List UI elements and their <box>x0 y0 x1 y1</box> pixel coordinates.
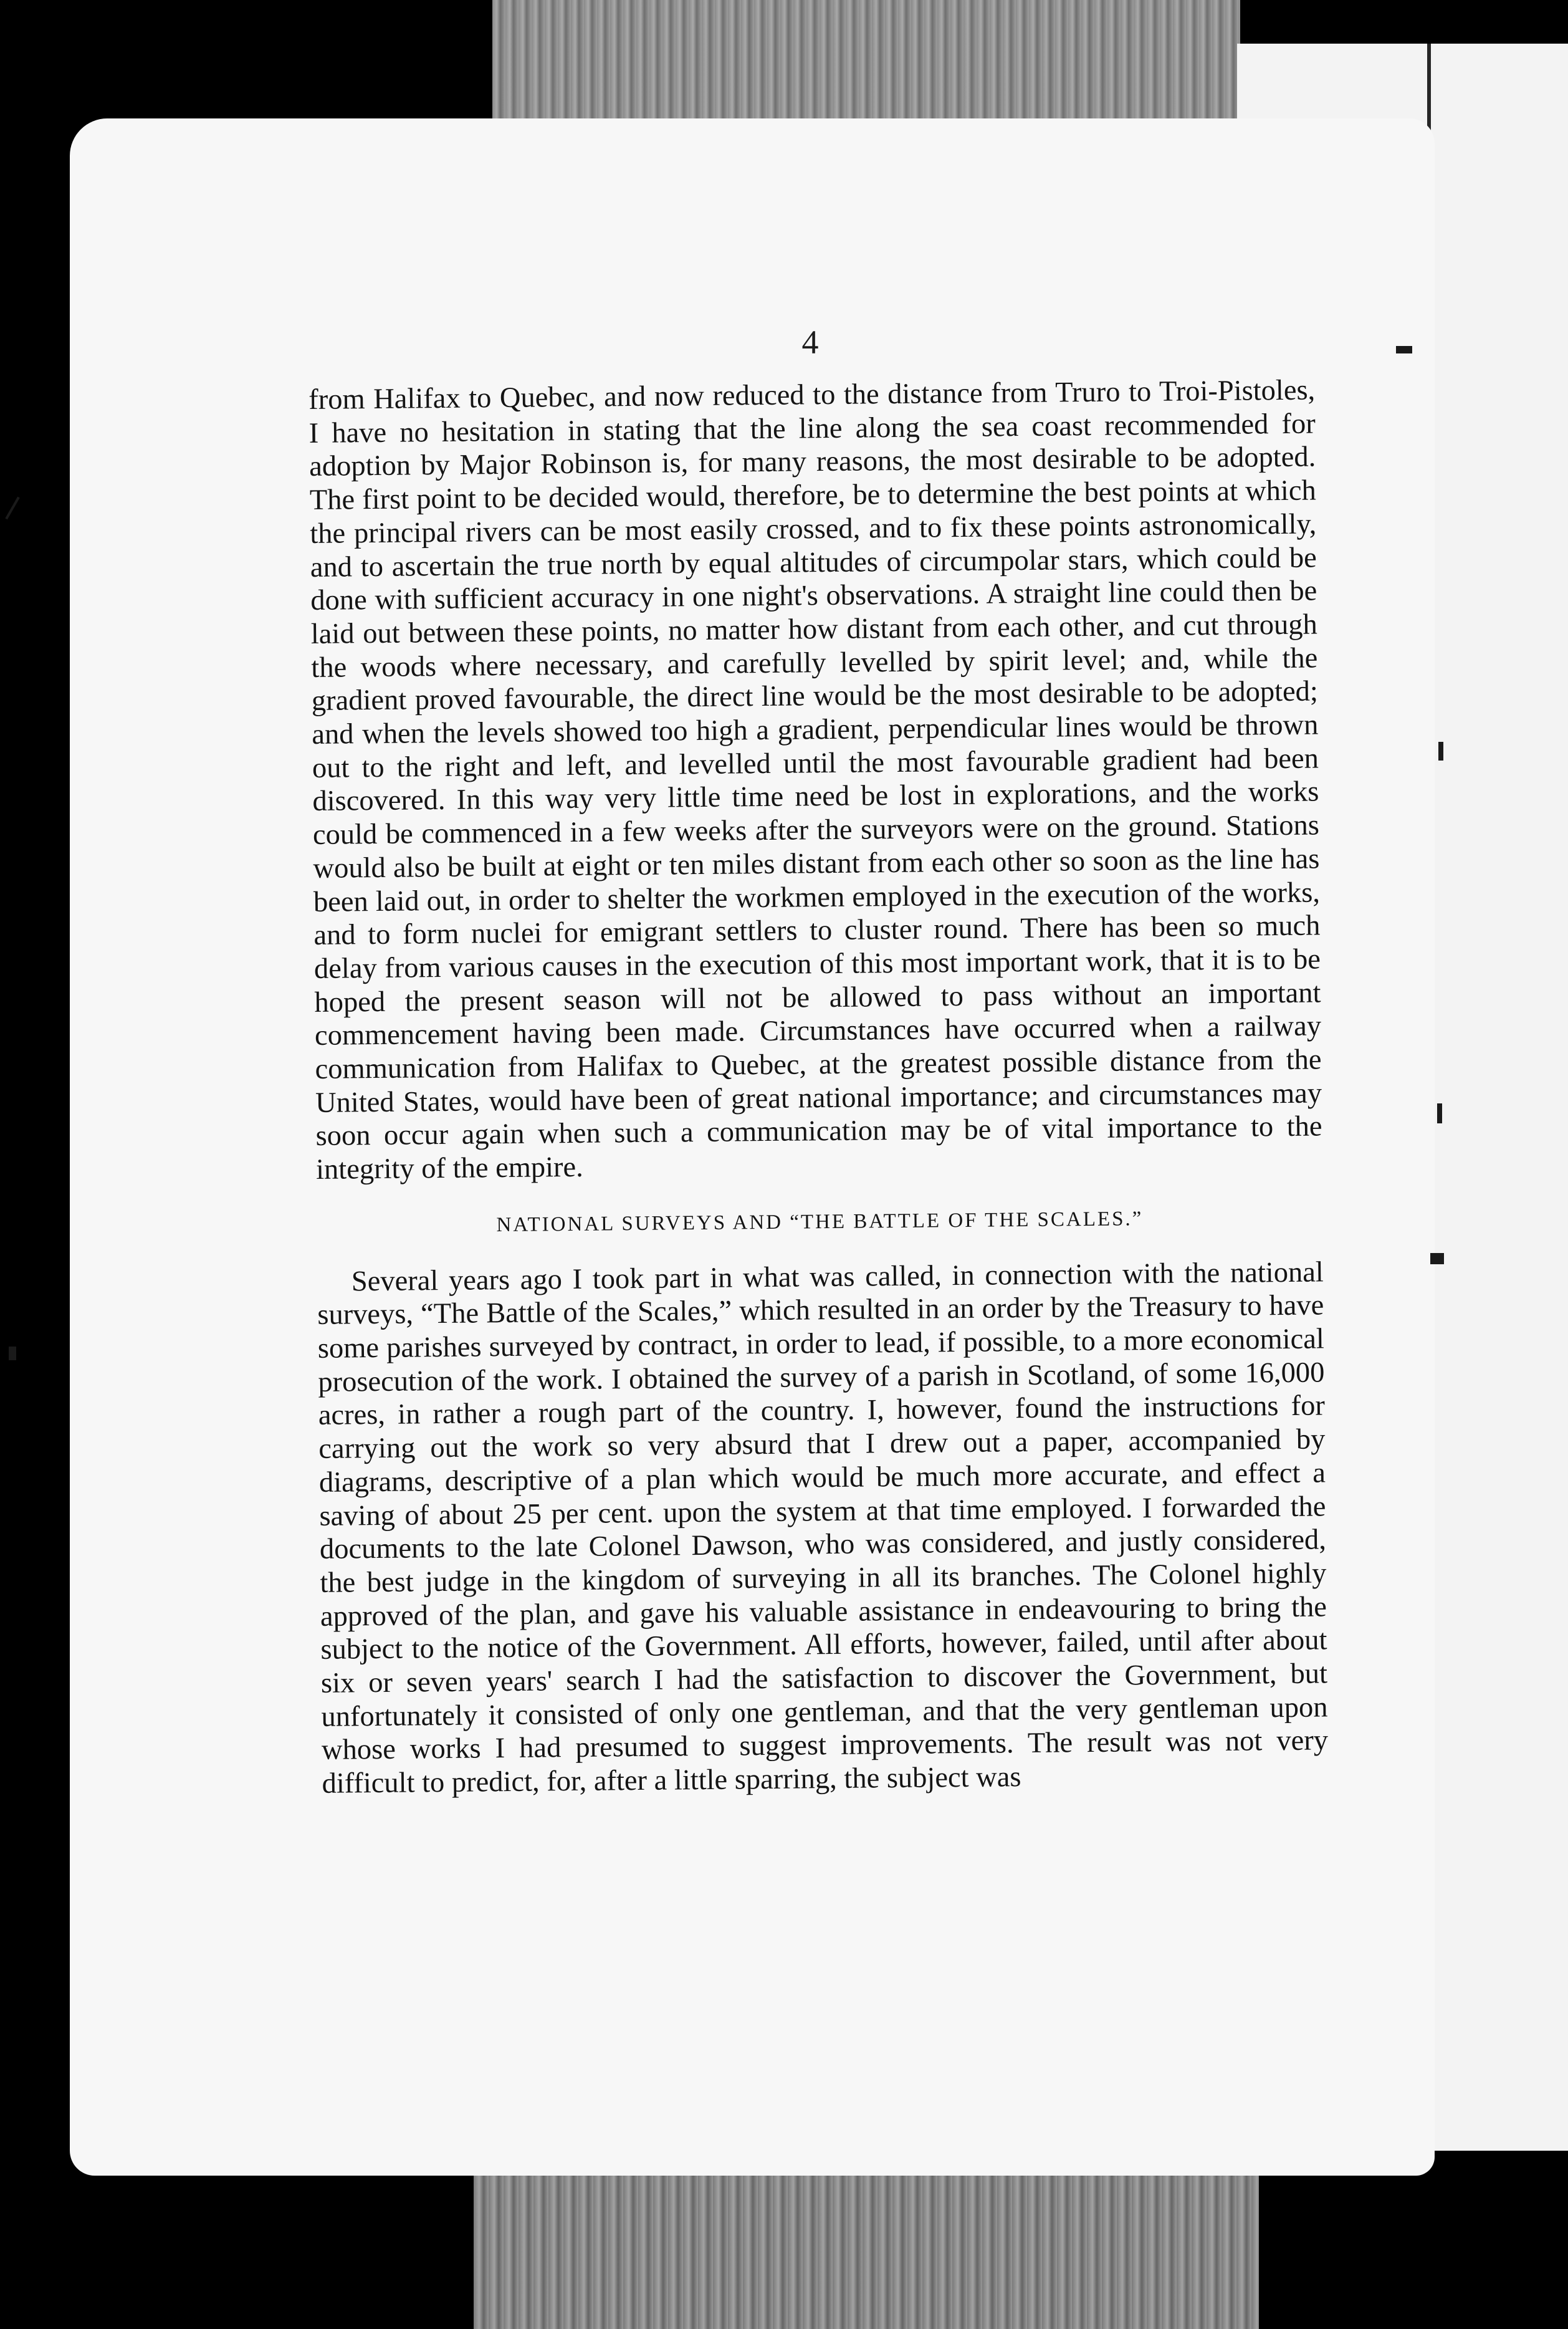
ink-speck <box>1396 346 1412 353</box>
section-heading: NATIONAL SURVEYS AND “THE BATTLE OF THE SCALES.” <box>496 1208 1144 1237</box>
paragraph-railway-line: from Halifax to Quebec, and now reduced to the distance from Truro to Troi-Pistoles, I have no hesitation in stating that the line along the sea coast recommended for adoption by Major Robinson is, for many reasons, the most desirable to be adopted. The first point to be decided would, therefore, be to determine the best points at which the principal rivers can be most easily crossed, and to fix these points astronomically, and to ascertain the true north by equal altitudes of circumpolar stars, which could be done with sufficient accuracy in one night's observations. A straight line could then be laid out between these points, no matter how distant from each other, and cut through the woods where necessary, and carefully levelled by spirit level; and, while the gradient proved favourable, the direct line would be the most desirable to be adopted; and when the levels showed too high a gradient, perpendicular lines would be thrown out to the right and left, and levelled until the most favourable gradient had been discovered. In this way very little time need be lost in explorations, and the works could be commenced in a few weeks after the surveyors were on the ground. Stations would also be built at eight or ten miles distant from each other so soon as the line has been laid out, in order to shelter the workmen employed in the execution of the works, and to form nuclei for emigrant settlers to cluster round. There has been so much delay from various causes in the execution of this most important work, that it is to be hoped the present season will not be allowed to pass without an important commencement having been made. Circumstances have occurred when a railway communication from Halifax to Quebec, at the greatest possible distance from the United States, would have been of great national importance; and circumstances may soon occur again when such a communication may be of vital importance to the integrity of the empire. <box>308 374 1322 1186</box>
ink-speck <box>9 1347 16 1360</box>
ink-speck <box>1430 1253 1444 1264</box>
ink-speck <box>5 497 19 520</box>
scan-background-bottom <box>474 2169 1259 2329</box>
ink-speck <box>1438 742 1443 761</box>
paragraph-battle-of-the-scales: Several years ago I took part in what was called, in connection with the national surveys, “The Battle of the Scales,” which resulted in an order by the Treasury to have some parishes surveyed by contract, in order to lead, if possible, to a more economical prosecution of the work. I obtained the survey of a parish in Scotland, of some 16,000 acres, in rather a rough part of the country. I, however, found the instructions for carrying out the work so very absurd that I drew out a paper, accompanied by diagrams, descriptive of a plan which would be much more accurate, and effect a saving of about 25 per cent. upon the system at that time employed. I forwarded the documents to the late Colonel Dawson, who was considered, and justly considered, the best judge in the kingdom of surveying in all its branches. The Colonel highly approved of the plan, and gave his valuable assistance in endeavouring to bring the subject to the notice of the Government. All efforts, however, failed, until after about six or seven years' search I had the satisfaction to discover the Government, but unfortunately it consisted of only one gentleman, and that the very gentleman upon whose works I had presumed to suggest improvements. The result was not very difficult to predict, for, after a little sparring, the subject was <box>317 1256 1329 1800</box>
ink-speck <box>1437 1103 1442 1123</box>
page-number: 4 <box>801 324 819 361</box>
page-body <box>308 373 1329 1800</box>
